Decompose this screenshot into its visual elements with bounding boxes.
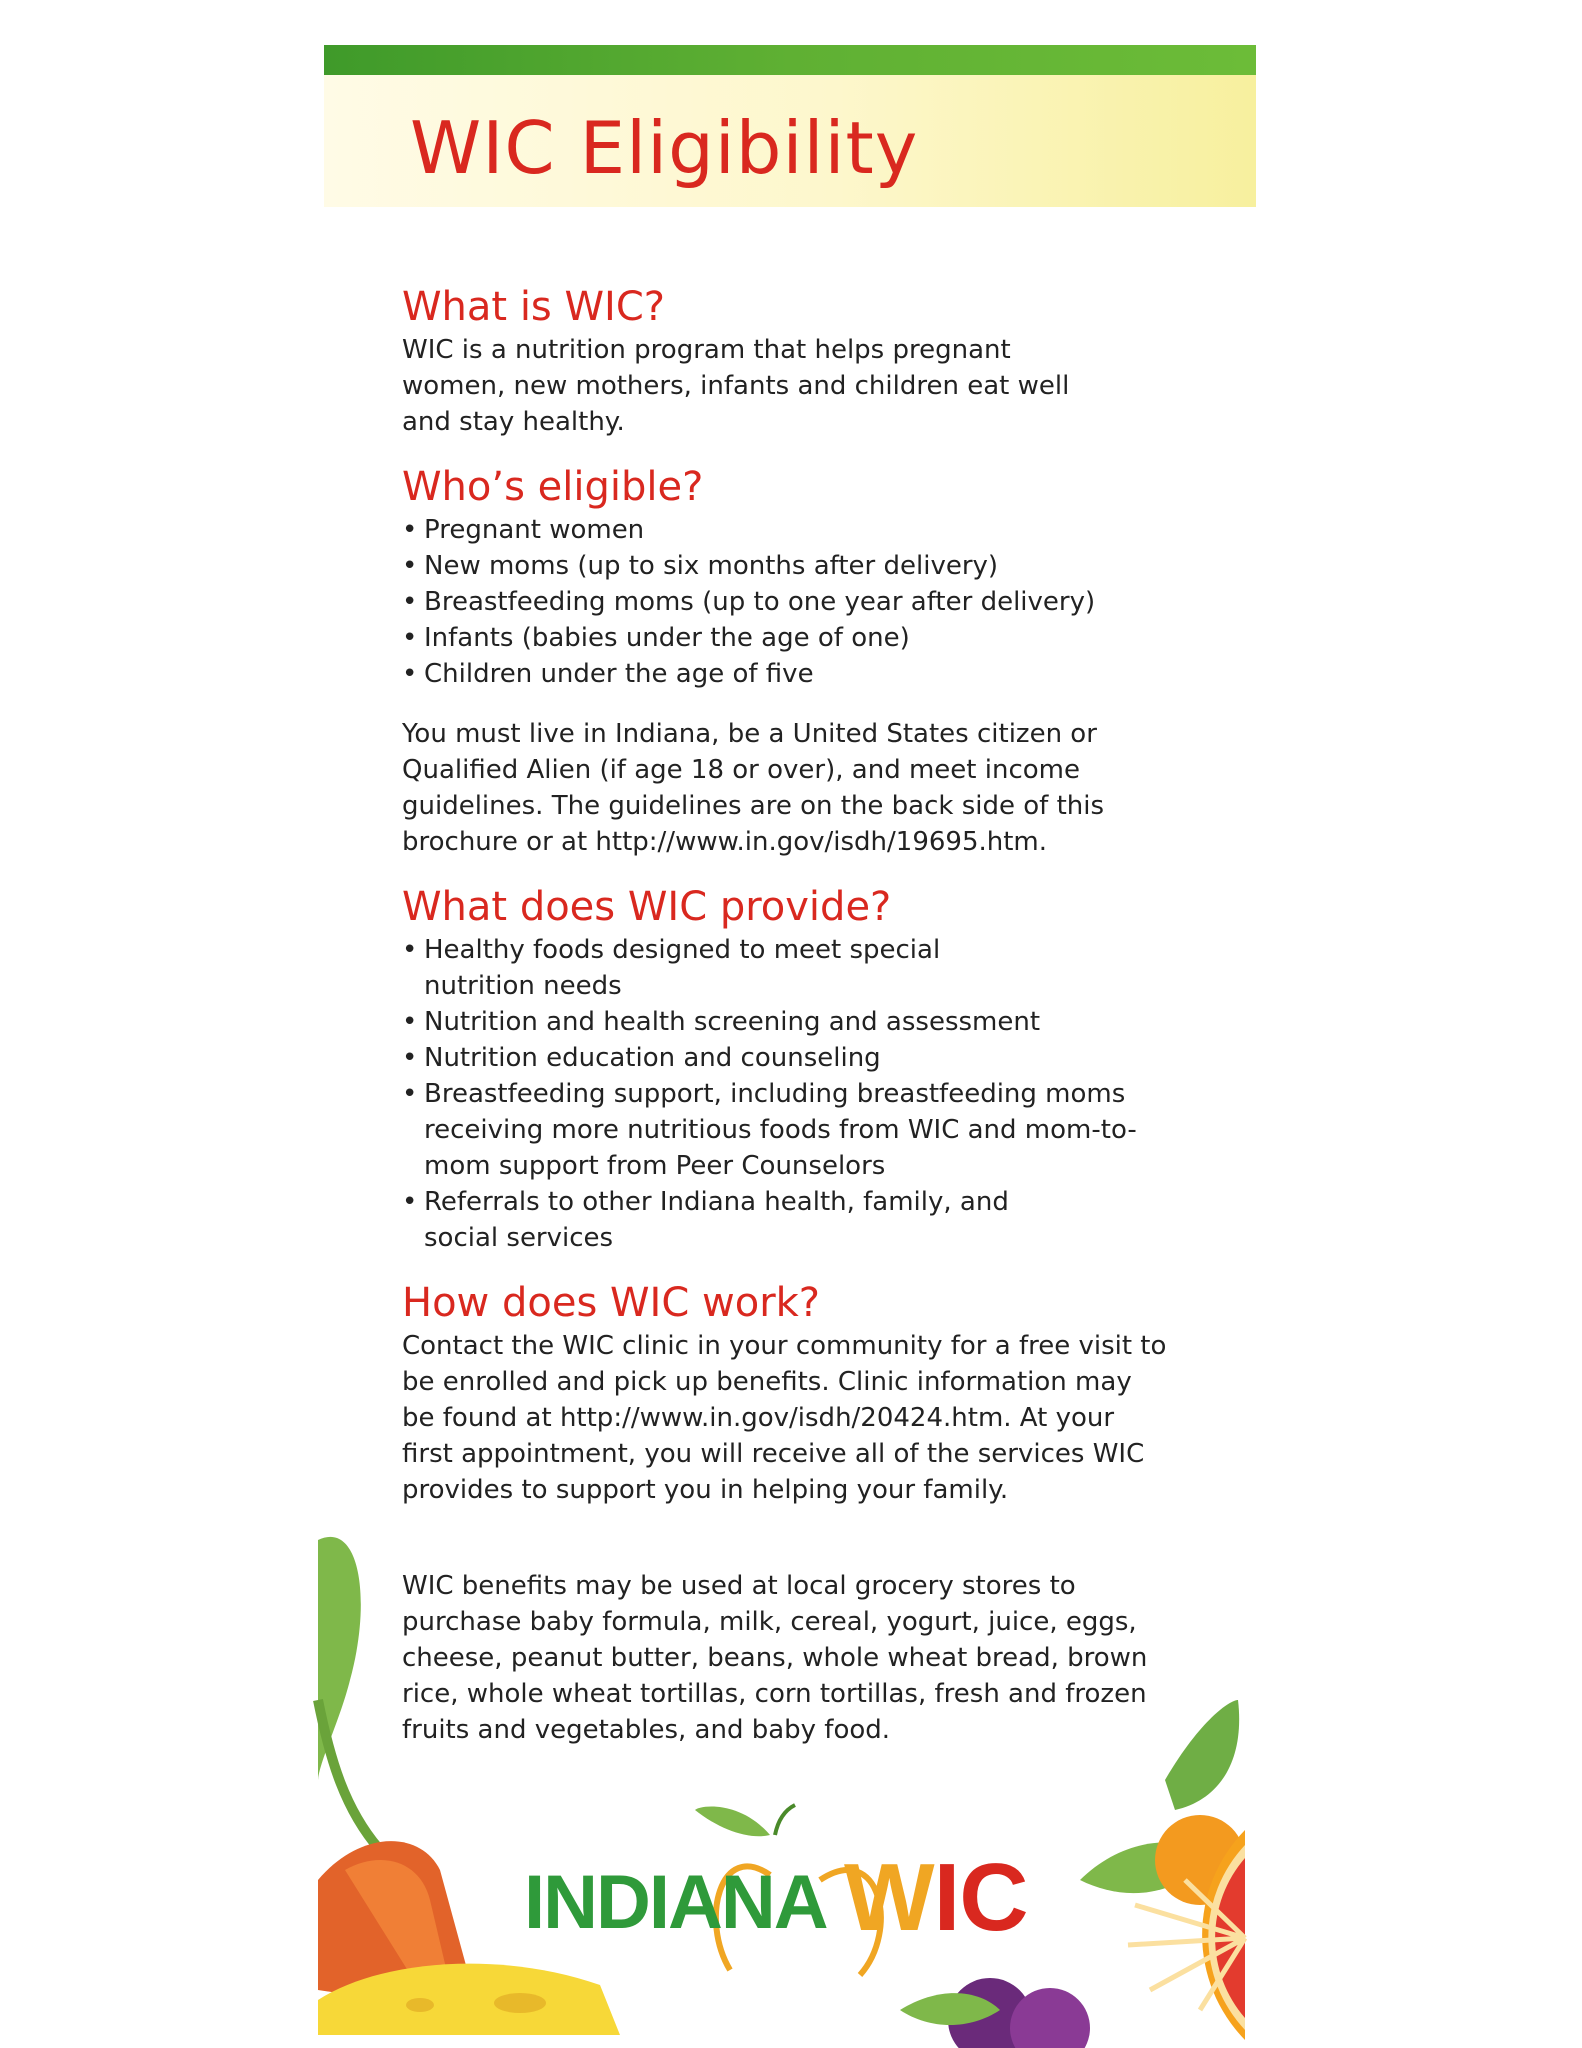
paragraph-how-wic-works: Contact the WIC clinic in your community for a free visit to be enrolled and pick up benefits. Clinic information may be found at http://www.in.gov/isdh/20424.htm. At your first appointment, you will receive all of the services WIC provides to support you in helping your family. xyxy=(402,1331,1167,1505)
logo-indiana-text: INDIANA xyxy=(524,1860,827,1945)
provides-list xyxy=(402,932,1182,1256)
paragraph-residency: You must live in Indiana, be a United States citizen or Qualified Alien (if age 18 or over), and meet income guidelines. The guidelines are on the back side of this brochure or at http://www.in.gov/isdh/19695.htm. xyxy=(402,719,1105,857)
list-item: • Pregnant women xyxy=(402,512,1182,548)
page-title: WIC Eligibility xyxy=(410,106,919,190)
spinach-leaf-icon xyxy=(318,1537,361,1780)
heading-how-wic-works: How does WIC work? xyxy=(402,1280,821,1326)
list-item: • Nutrition and health screening and assessment xyxy=(402,1004,1182,1040)
list-item: • New moms (up to six months after delivery) xyxy=(402,548,1182,584)
stem-icon xyxy=(318,1700,380,1850)
grapefruit-icon xyxy=(1202,1830,1245,2040)
list-item: • Nutrition education and counseling xyxy=(402,1040,1182,1076)
paragraph-what-is-wic: WIC is a nutrition program that helps pregnant women, new mothers, infants and children eat well and stay healthy. xyxy=(402,335,1070,437)
eligible-list xyxy=(402,512,1182,692)
plum-icon xyxy=(948,1978,1032,2048)
list-item: • Breastfeeding support, including breastfeeding moms receiving more nutritious foods from WIC and mom-to-mom support from Peer Counselors xyxy=(402,1076,1182,1184)
list-item: • Healthy foods designed to meet special nutrition needs xyxy=(402,932,984,1004)
logo-wic-text: WIC xyxy=(844,1844,1028,1951)
list-item: • Children under the age of five xyxy=(402,656,1182,692)
heading-what-wic-provides: What does WIC provide? xyxy=(402,884,892,930)
list-item: • Infants (babies under the age of one) xyxy=(402,620,1182,656)
carrot-icon xyxy=(318,1841,470,1996)
cheese-icon xyxy=(318,1964,620,2035)
heading-what-is-wic: What is WIC? xyxy=(402,284,665,330)
indiana-wic-logo xyxy=(524,1844,1044,1960)
main-content xyxy=(402,282,1182,1748)
list-item: • Referrals to other Indiana health, family, and social services xyxy=(402,1184,1064,1256)
top-green-bar xyxy=(324,45,1256,75)
paragraph-benefits: WIC benefits may be used at local grocery stores to purchase baby formula, milk, cereal, yogurt, juice, eggs, cheese, peanut butter, beans, whole wheat bread, brown rice, whole wheat tortillas, corn tortillas, fresh and frozen fruits and vegetables, and baby food. xyxy=(402,1571,1148,1745)
orange-icon xyxy=(1155,1815,1245,1905)
list-item: • Breastfeeding moms (up to one year after delivery) xyxy=(402,584,1182,620)
heading-whos-eligible: Who’s eligible? xyxy=(402,464,704,510)
